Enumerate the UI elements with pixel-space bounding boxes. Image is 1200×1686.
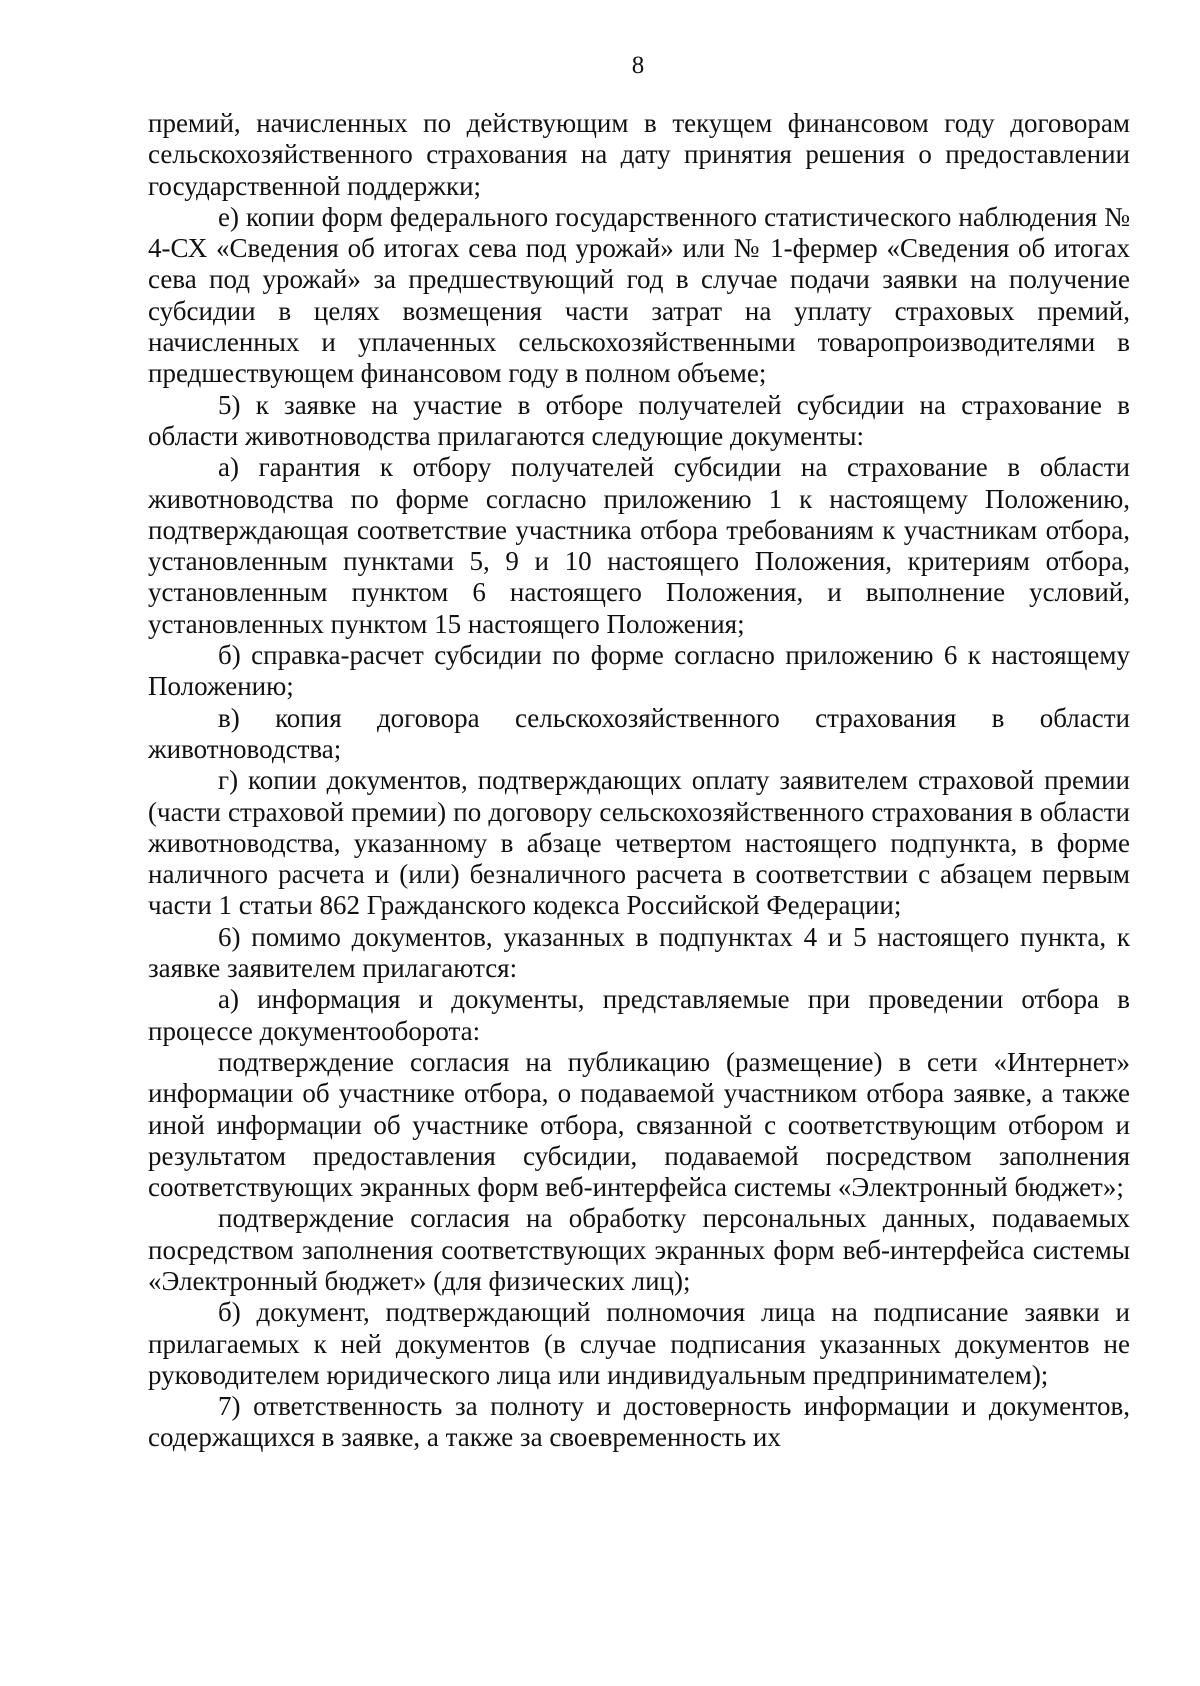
paragraph: премий, начисленных по действующим в текущем финансовом году договорам сельскохозяйственного страхования на дату принятия решения о предоставлении государственной поддержки; (148, 108, 1130, 201)
paragraph: б) документ, подтверждающий полномочия лица на подписание заявки и прилагаемых к ней документов (в случае подписания указанных документов не руководителем юридического лица или индивидуальным предпринимателем); (148, 1297, 1130, 1390)
paragraph: б) справка-расчет субсидии по форме согласно приложению 6 к настоящему Положению; (148, 640, 1130, 702)
page-number: 8 (631, 52, 645, 79)
paragraph: 5) к заявке на участие в отборе получателей субсидии на страхование в области животноводства прилагаются следующие документы: (148, 389, 1130, 451)
paragraph: подтверждение согласия на обработку персональных данных, подаваемых посредством заполнения соответствующих экранных форм веб-интерфейса системы «Электронный бюджет» (для физических лиц); (148, 1203, 1130, 1296)
paragraph: а) информация и документы, представляемые при проведении отбора в процессе документооборота: (148, 984, 1130, 1046)
document-body (148, 108, 1130, 1454)
paragraph: подтверждение согласия на публикацию (размещение) в сети «Интернет» информации об участнике отбора, о подаваемой участником отбора заявке, а также иной информации об участнике отбора, связанной с соответствующим отбором и результатом предоставления субсидии, подаваемой посредством заполнения соответствующих экранных форм веб-интерфейса системы «Электронный бюджет»; (148, 1046, 1130, 1203)
paragraph: а) гарантия к отбору получателей субсидии на страхование в области животноводства по форме согласно приложению 1 к настоящему Положению, подтверждающая соответствие участника отбора требованиям к участникам отбора, установленным пунктами 5, 9 и 10 настоящего Положения, критериям отбора, установленным пунктом 6 настоящего Положения, и выполнение условий, установленных пунктом 15 настоящего Положения; (148, 452, 1130, 639)
paragraph: 7) ответственность за полноту и достоверность информации и документов, содержащихся в заявке, а также за своевременность их (148, 1391, 1130, 1453)
paragraph: е) копии форм федерального государственного статистического наблюдения № 4-СХ «Сведения об итогах сева под урожай» или № 1-фермер «Сведения об итогах сева под урожай» за предшествующий год в случае подачи заявки на получение субсидии в целях возмещения части затрат на уплату страховых премий, начисленных и уплаченных сельскохозяйственными товаропроизводителями в предшествующем финансовом году в полном объеме; (148, 201, 1130, 389)
paragraph: в) копия договора сельскохозяйственного страхования в области животноводства; (148, 702, 1130, 764)
paragraph: г) копии документов, подтверждающих оплату заявителем страховой премии (части страховой премии) по договору сельскохозяйственного страхования в области животноводства, указанному в абзаце четвертом настоящего подпункта, в форме наличного расчета и (или) безналичного расчета в соответствии с абзацем первым части 1 статьи 862 Гражданского кодекса Российской Федерации; (148, 765, 1130, 921)
paragraph: 6) помимо документов, указанных в подпунктах 4 и 5 настоящего пункта, к заявке заявителем прилагаются: (148, 921, 1130, 984)
